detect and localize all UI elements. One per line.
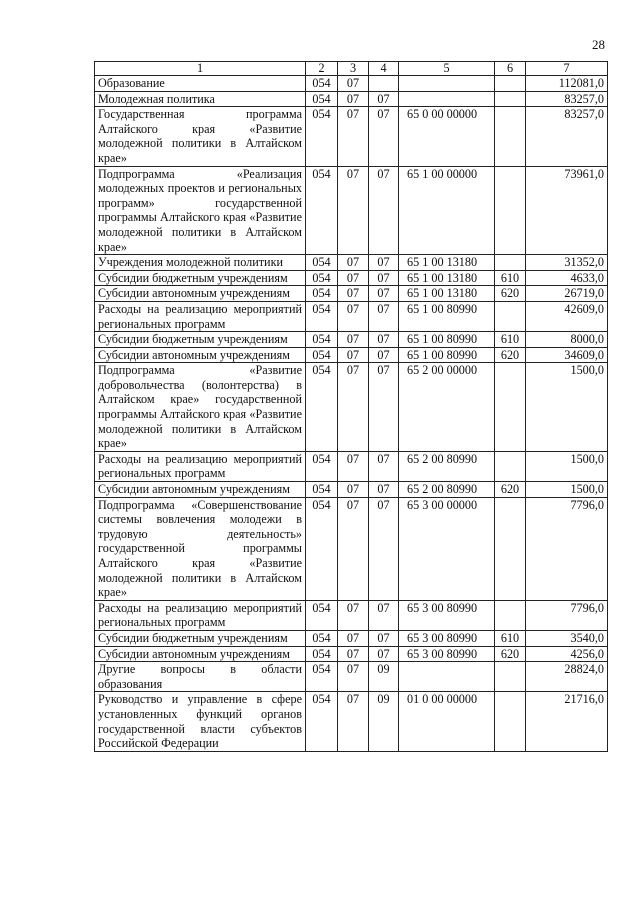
expense-type-cell — [495, 255, 526, 271]
target-article-cell: 65 1 00 80990 — [399, 347, 495, 363]
subsection-cell: 09 — [369, 692, 399, 751]
table-row — [95, 255, 608, 271]
admin-code-cell: 054 — [306, 600, 338, 630]
table-row — [95, 600, 608, 630]
amount-cell: 34609,0 — [526, 347, 608, 363]
subsection-cell: 07 — [369, 301, 399, 331]
item-name-cell: Учреждения молодежной политики — [95, 255, 306, 271]
admin-code-cell: 054 — [306, 662, 338, 692]
section-cell: 07 — [338, 91, 369, 107]
admin-code-cell: 054 — [306, 646, 338, 662]
subsection-cell: 07 — [369, 451, 399, 481]
target-article-cell: 65 1 00 00000 — [399, 166, 495, 255]
subsection-cell: 07 — [369, 255, 399, 271]
admin-code-cell: 054 — [306, 332, 338, 348]
amount-cell: 73961,0 — [526, 166, 608, 255]
admin-code-cell: 054 — [306, 497, 338, 600]
target-article-cell: 65 1 00 13180 — [399, 270, 495, 286]
subsection-cell: 07 — [369, 286, 399, 302]
table-row — [95, 482, 608, 498]
expense-type-cell — [495, 166, 526, 255]
section-cell: 07 — [338, 166, 369, 255]
table-row — [95, 301, 608, 331]
table-row — [95, 363, 608, 452]
section-cell: 07 — [338, 662, 369, 692]
table-row — [95, 332, 608, 348]
amount-cell: 8000,0 — [526, 332, 608, 348]
section-cell: 07 — [338, 255, 369, 271]
item-name-cell: Субсидии автономным учреждениям — [95, 482, 306, 498]
amount-cell: 42609,0 — [526, 301, 608, 331]
target-article-cell: 65 1 00 13180 — [399, 255, 495, 271]
target-article-cell: 65 1 00 80990 — [399, 332, 495, 348]
expense-type-cell — [495, 600, 526, 630]
subsection-cell: 07 — [369, 107, 399, 166]
expense-type-cell: 620 — [495, 347, 526, 363]
item-name-cell: Расходы на реализацию мероприятий региональных программ — [95, 451, 306, 481]
subsection-cell: 07 — [369, 600, 399, 630]
target-article-cell: 65 2 00 00000 — [399, 363, 495, 452]
amount-cell: 83257,0 — [526, 91, 608, 107]
table-row — [95, 662, 608, 692]
subsection-cell: 09 — [369, 662, 399, 692]
item-name-cell: Образование — [95, 76, 306, 92]
amount-cell: 4633,0 — [526, 270, 608, 286]
section-cell: 07 — [338, 107, 369, 166]
item-name-cell: Руководство и управление в сфере установленных функций органов государственной власти субъектов Российской Федерации — [95, 692, 306, 751]
admin-code-cell: 054 — [306, 482, 338, 498]
section-cell: 07 — [338, 497, 369, 600]
admin-code-cell: 054 — [306, 301, 338, 331]
admin-code-cell: 054 — [306, 692, 338, 751]
item-name-cell: Субсидии бюджетным учреждениям — [95, 332, 306, 348]
subsection-cell: 07 — [369, 482, 399, 498]
target-article-cell: 65 0 00 00000 — [399, 107, 495, 166]
subsection-cell: 07 — [369, 332, 399, 348]
expense-type-cell — [495, 107, 526, 166]
admin-code-cell: 054 — [306, 347, 338, 363]
item-name-cell: Подпрограмма «Развитие добровольчества (волонтерства) в Алтайском крае» государственной программы Алтайского края «Развитие молодежной политики в Алтайском крае» — [95, 363, 306, 452]
section-cell: 07 — [338, 76, 369, 92]
header-cell: 3 — [338, 62, 369, 76]
item-name-cell: Государственная программа Алтайского края «Развитие молодежной политики в Алтайском крае» — [95, 107, 306, 166]
section-cell: 07 — [338, 347, 369, 363]
table-row — [95, 497, 608, 600]
subsection-cell: 07 — [369, 91, 399, 107]
admin-code-cell: 054 — [306, 166, 338, 255]
expense-type-cell: 620 — [495, 286, 526, 302]
expense-type-cell: 610 — [495, 630, 526, 646]
admin-code-cell: 054 — [306, 451, 338, 481]
amount-cell: 83257,0 — [526, 107, 608, 166]
expense-type-cell: 610 — [495, 332, 526, 348]
header-cell: 7 — [526, 62, 608, 76]
header-cell: 1 — [95, 62, 306, 76]
section-cell: 07 — [338, 451, 369, 481]
section-cell: 07 — [338, 646, 369, 662]
section-cell: 07 — [338, 363, 369, 452]
expense-type-cell — [495, 692, 526, 751]
item-name-cell: Субсидии автономным учреждениям — [95, 646, 306, 662]
page-number: 28 — [592, 37, 605, 52]
target-article-cell: 01 0 00 00000 — [399, 692, 495, 751]
section-cell: 07 — [338, 692, 369, 751]
amount-cell: 1500,0 — [526, 451, 608, 481]
table-row — [95, 451, 608, 481]
amount-cell: 28824,0 — [526, 662, 608, 692]
table-row — [95, 76, 608, 92]
expense-type-cell — [495, 301, 526, 331]
target-article-cell — [399, 76, 495, 92]
target-article-cell: 65 3 00 80990 — [399, 630, 495, 646]
expense-type-cell: 620 — [495, 482, 526, 498]
item-name-cell: Расходы на реализацию мероприятий региональных программ — [95, 301, 306, 331]
amount-cell: 26719,0 — [526, 286, 608, 302]
target-article-cell: 65 3 00 00000 — [399, 497, 495, 600]
target-article-cell — [399, 662, 495, 692]
item-name-cell: Расходы на реализацию мероприятий региональных программ — [95, 600, 306, 630]
amount-cell: 112081,0 — [526, 76, 608, 92]
subsection-cell: 07 — [369, 497, 399, 600]
table-row — [95, 646, 608, 662]
target-article-cell: 65 3 00 80990 — [399, 600, 495, 630]
amount-cell: 3540,0 — [526, 630, 608, 646]
admin-code-cell: 054 — [306, 255, 338, 271]
section-cell: 07 — [338, 482, 369, 498]
budget-table — [94, 61, 608, 752]
admin-code-cell: 054 — [306, 91, 338, 107]
admin-code-cell: 054 — [306, 76, 338, 92]
item-name-cell: Подпрограмма «Реализация молодежных проектов и региональных программ» государственной программы Алтайского края «Развитие молодежной политики в Алтайском крае» — [95, 166, 306, 255]
expense-type-cell — [495, 76, 526, 92]
header-row — [95, 62, 608, 76]
subsection-cell: 07 — [369, 166, 399, 255]
admin-code-cell: 054 — [306, 107, 338, 166]
expense-type-cell — [495, 497, 526, 600]
expense-type-cell — [495, 91, 526, 107]
amount-cell: 31352,0 — [526, 255, 608, 271]
table-row — [95, 347, 608, 363]
section-cell: 07 — [338, 600, 369, 630]
item-name-cell: Субсидии бюджетным учреждениям — [95, 630, 306, 646]
amount-cell: 1500,0 — [526, 482, 608, 498]
item-name-cell: Субсидии бюджетным учреждениям — [95, 270, 306, 286]
section-cell: 07 — [338, 270, 369, 286]
subsection-cell: 07 — [369, 630, 399, 646]
target-article-cell: 65 1 00 13180 — [399, 286, 495, 302]
admin-code-cell: 054 — [306, 630, 338, 646]
amount-cell: 7796,0 — [526, 497, 608, 600]
amount-cell: 1500,0 — [526, 363, 608, 452]
table-row — [95, 91, 608, 107]
item-name-cell: Субсидии автономным учреждениям — [95, 286, 306, 302]
target-article-cell: 65 1 00 80990 — [399, 301, 495, 331]
header-cell: 5 — [399, 62, 495, 76]
amount-cell: 4256,0 — [526, 646, 608, 662]
header-cell: 6 — [495, 62, 526, 76]
item-name-cell: Молодежная политика — [95, 91, 306, 107]
section-cell: 07 — [338, 332, 369, 348]
admin-code-cell: 054 — [306, 363, 338, 452]
section-cell: 07 — [338, 301, 369, 331]
expense-type-cell: 620 — [495, 646, 526, 662]
target-article-cell: 65 2 00 80990 — [399, 482, 495, 498]
table-row — [95, 286, 608, 302]
target-article-cell: 65 3 00 80990 — [399, 646, 495, 662]
target-article-cell — [399, 91, 495, 107]
item-name-cell: Субсидии автономным учреждениям — [95, 347, 306, 363]
table-row — [95, 692, 608, 751]
item-name-cell: Другие вопросы в области образования — [95, 662, 306, 692]
header-cell: 2 — [306, 62, 338, 76]
expense-type-cell — [495, 662, 526, 692]
table-row — [95, 166, 608, 255]
subsection-cell: 07 — [369, 270, 399, 286]
table-row — [95, 270, 608, 286]
amount-cell: 21716,0 — [526, 692, 608, 751]
amount-cell: 7796,0 — [526, 600, 608, 630]
header-cell: 4 — [369, 62, 399, 76]
table-row — [95, 630, 608, 646]
item-name-cell: Подпрограмма «Совершенствование системы вовлечения молодежи в трудовую деятельность» государственной программы Алтайского края «Развитие молодежной политики в Алтайском крае» — [95, 497, 306, 600]
subsection-cell: 07 — [369, 347, 399, 363]
subsection-cell: 07 — [369, 363, 399, 452]
admin-code-cell: 054 — [306, 286, 338, 302]
expense-type-cell: 610 — [495, 270, 526, 286]
subsection-cell — [369, 76, 399, 92]
target-article-cell: 65 2 00 80990 — [399, 451, 495, 481]
section-cell: 07 — [338, 286, 369, 302]
section-cell: 07 — [338, 630, 369, 646]
table-row — [95, 107, 608, 166]
expense-type-cell — [495, 451, 526, 481]
subsection-cell: 07 — [369, 646, 399, 662]
admin-code-cell: 054 — [306, 270, 338, 286]
expense-type-cell — [495, 363, 526, 452]
